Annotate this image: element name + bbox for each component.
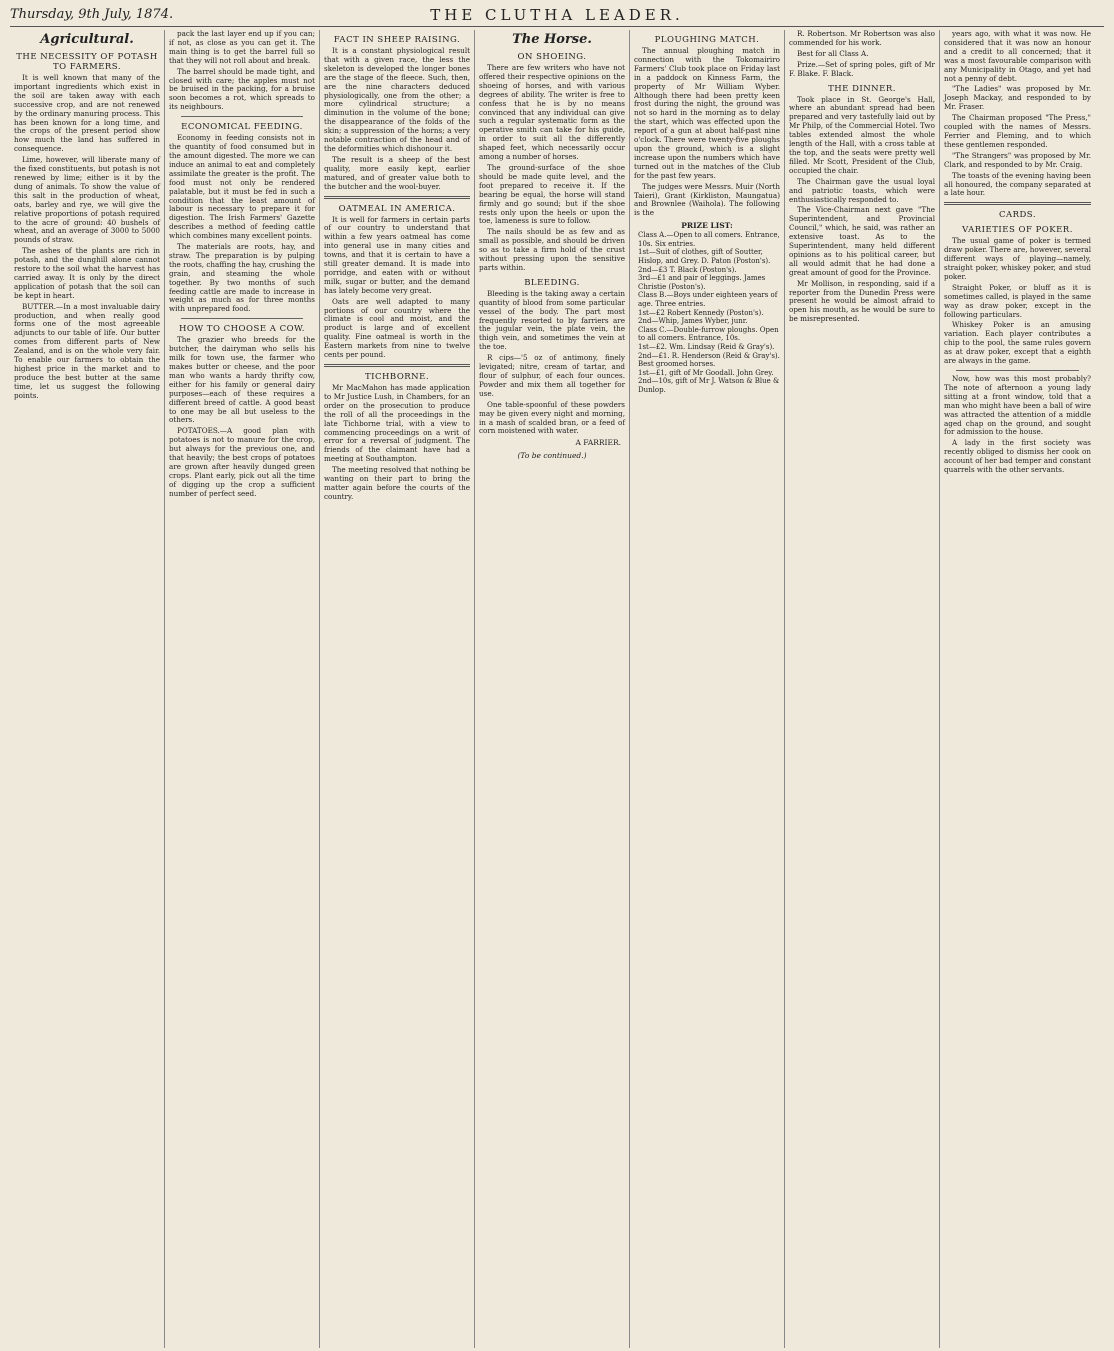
divider [324, 196, 470, 199]
list-item: 1st—£1, gift of Mr Goodall. John Grey. [638, 368, 774, 377]
article-paragraph: Economy in feeding consists not in the quantity of food consumed but in the amount digested. The more we can induce an animal to eat and completely assimilate the greater is the profit. The food must not only be rendered palatable, but it must be fed in such a condition that the least amount of labour is necessary to prepare it for digestion. The Irish Farmers' Gazette describes a method of feeding cattle which combines many excellent points. [169, 133, 315, 241]
article-paragraph: There are few writers who have not offered their respective opinions on the shoeing of horses, and with various degrees of ability. The writer is free to confess that he is by no means convinced that any individual can give such a regular systematic form as the operative smith can take for his guide, in order to suit all the differently shaped feet, which necessarily occur among a number of horses. [479, 63, 625, 162]
list-item: 2nd—10s, gift of Mr J. Watson & Blue & Dunlop. [638, 377, 780, 394]
column-ploughing [630, 30, 785, 1348]
article-title: TICHBORNE. [364, 372, 430, 382]
list-item: 2nd—Whip, James Wyber, junr. [638, 317, 748, 326]
article-paragraph: pack the last layer end up if you can; if not, as close as you can get it. The main thing is to get the barrel full so that they will not roll about and break. [169, 30, 315, 65]
list-item: Class C.—Double-furrow ploughs. Open to all comers. Entrance, 10s. [638, 325, 779, 343]
article-paragraph: The ground-surface of the shoe should be made quite level, and the foot prepared to receive it. If the bearing be equal, the horse will stand firmly and go sound; but if the shoe rests only upon the heels or upon the toe, lameness is sure to follow. [479, 162, 625, 226]
list-item: 2nd—£3 T. Black (Poston's). [638, 265, 737, 274]
article-title: ECONOMICAL FEEDING. [181, 122, 303, 133]
article-title: ON SHOEING. [517, 52, 587, 62]
article-title: HOW TO CHOOSE A COW. [178, 324, 305, 335]
paper-title: THE CLUTHA LEADER. [430, 6, 684, 24]
article-paragraph: The Vice-Chairman next gave "The Superintendent, and Provincial Council," which, he said, was rather an extensive toast. As to the Superintendent, many held different opinions as to his political career, but all would admit that he had done a great amount of good for the Province. [789, 205, 935, 277]
list-item: Best groomed horses. [638, 360, 716, 369]
masthead [10, 4, 1104, 27]
column-agricultural [10, 30, 165, 1348]
list-item: 1st—Suit of clothes, gift of Soutter, Hislop, and Grey. D. Paton (Poston's). [638, 248, 771, 265]
column-sheep [320, 30, 475, 1348]
list-item: Class B.—Boys under eighteen years of age. Three entries. [638, 291, 778, 308]
article-title: THE DINNER. [828, 83, 896, 94]
article-paragraph: Lime, however, will liberate many of the fixed constituents, but potash is not renewed by lime; either is it by the dung of animals. To show the value of this salt in the production of wheat, oats, barley and rye, we will give the relative proportions of potash required to the acre of ground: 40 bushels of wheat, and an average of 3000 to 5000 pounds of straw. [14, 155, 160, 245]
article-paragraph: The barrel should be made tight, and closed with care; the apples must not be bruised in the packing, for a bruise soon becomes a rot, which spreads to its neighbours. [169, 66, 315, 112]
article-paragraph: Best for all Class A. [797, 48, 869, 58]
column-horse [475, 30, 630, 1348]
article-paragraph: A lady in the first society was recently obliged to dismiss her cook on account of her bad temper and constant quarrels with the other servants. [944, 438, 1091, 475]
prize-list [634, 231, 780, 394]
article-paragraph: It is a constant physiological result that with a given race, the less the skeleton is developed the longer bones are the stage of the fleece. Such, then, are the nine characters deduced physiologically, one from the other; a more cylindrical structure; a diminution in the volume of the bone; the disappearance of the folds of the skin; a suppression of the horns; a very notable contraction of the head and of the deformities which dishonour it. [324, 46, 470, 153]
list-item: 1st—£2 Robert Kennedy (Poston's). [638, 308, 764, 317]
divider [956, 370, 1079, 371]
article-paragraph: Took place in St. George's Hall, where an abundant spread had been prepared and very tastefully laid out by Mr Philp, of the Commercial Hotel. Two tables extended almost the whole length of the Hall, with a cross table at the top, and the seats were pretty well filled. Mr Scott, President of the Club, occupied the chair. [789, 94, 935, 175]
article-paragraph: years ago, with what it was now. He considered that it was now an honour and a credit to all concerned; that it was a most favourable comparison with any Municipality in Otago, and yet had not a penny of debt. [944, 30, 1091, 83]
article-paragraph: "The Ladies" was proposed by Mr. Joseph Mackay, and responded to by Mr. Fraser. [944, 84, 1091, 112]
article-paragraph: Prize.—Set of spring poles, gift of Mr F. Blake. F. Black. [789, 59, 935, 78]
section-heading: The Horse. [512, 32, 592, 47]
article-paragraph: Mr Mollison, in responding, said if a reporter from the Dunedin Press were present he would be almost afraid to open his mouth, as he would be sure to be misrepresented. [789, 278, 935, 324]
column-dinner [785, 30, 940, 1348]
article-subtitle: VARIETIES OF POKER. [962, 225, 1073, 236]
article-paragraph: Mr MacMahon has made application to Mr Justice Lush, in Chambers, for an order on the prosecution to produce the roll of all the proceedings in the late Tichborne trial, with a view to commencing proceedings on a writ of error for a reversal of judgment. The friends of the claimant have had a meeting at Southampton. [324, 383, 470, 464]
article-title: FACT IN SHEEP RAISING. [333, 35, 461, 45]
article-paragraph: The judges were Messrs. Muir (North Taieri), Grant (Kirkliston, Maungatua) and Brownlee (Waihola). The following is the [634, 181, 780, 218]
article-paragraph: POTATOES.—A good plan with potatoes is not to manure for the crop, but always for the previous one, and that heavily; the best crops of potatoes are grown after heavily dunged green crops. Plant early, pick out all the time of digging up the crop a sufficient number of perfect seed. [169, 426, 315, 498]
article-paragraph: The result is a sheep of the best quality, more easily kept, earlier matured, and of greater value both to the butcher and the wool-buyer. [324, 154, 470, 191]
article-paragraph: It is well known that many of the important ingredients which exist in the soil are taken away with each successive crop, and are not renewed by the ordinary manuring process. This has been known for a long time, and the crops of the present period show how much the land has suffered in consequence. [14, 73, 160, 154]
article-paragraph: Bleeding is the taking away a certain quantity of blood from some particular vessel of the body. The part most frequently resorted to by farriers are the jugular vein, the plate vein, the thigh vein, and sometimes the vein at the toe. [479, 288, 625, 352]
article-paragraph: The Chairman proposed "The Press," coupled with the names of Messrs. Ferrier and Fleming, and to which these gentlemen responded. [944, 113, 1091, 149]
article-paragraph: The ashes of the plants are rich in potash, and the dunghill alone cannot restore to the soil what the harvest has carried away. It is only by the direct application of potash that the soil can be kept in heart. [14, 246, 160, 300]
article-title: THE NECESSITY OF POTASH TO FARMERS. [16, 52, 158, 72]
list-item: 3rd—£1 and pair of leggings. James Christie (Poston's). [638, 274, 766, 291]
article-paragraph: It is well for farmers in certain parts of our country to understand that within a few years oatmeal has come into general use in many cities and towns, and that it is certain to have a still greater demand. It is made into porridge, and eaten with or without milk, sugar or butter, and the demand has lately become very great. [324, 214, 470, 295]
article-paragraph: The grazier who breeds for the butcher, the dairyman who sells his milk for town use, the farmer who makes butter or cheese, and the poor man who wants a hardy thrifty cow, either for his family or general dairy purposes—each of these requires a different breed of cattle. A good beast to one may be all but useless to the others. [169, 335, 315, 425]
list-item: 2nd—£1. R. Henderson (Reid & Gray's). [638, 351, 780, 360]
article-title: OATMEAL IN AMERICA. [338, 203, 456, 214]
continued-note: (To be continued.) [517, 451, 587, 461]
article-paragraph: Now, how was this most probably? The note of afternoon a young lady sitting at a front window, told that a man who might have been a ball of wire was attracted the attention of a middle aged chap on the ground, and sought for admission to the house. [944, 374, 1091, 437]
divider [181, 116, 303, 117]
article-title: BLEEDING. [524, 277, 580, 288]
list-item: 1st—£2. Wm. Lindsay (Reid & Gray's). [638, 342, 775, 351]
article-paragraph: The meeting resolved that nothing be wanting on their part to bring the matter again before the courts of the country. [324, 465, 470, 501]
list-item: Class A.—Open to all comers. Entrance, 10s. Six entries. [638, 231, 780, 248]
column-feeding [165, 30, 320, 1348]
article-paragraph: R. Robertson. Mr Robertson was also commended for his work. [789, 30, 935, 47]
article-paragraph: One table-spoonful of these powders may be given every night and morning, in a mash of scalded bran, or a feed of corn moistened with water. [479, 399, 625, 436]
article-paragraph: The Chairman gave the usual loyal and patriotic toasts, which were enthusiastically responded to. [789, 176, 935, 204]
section-heading: Agricultural. [40, 32, 134, 47]
prize-list-title: PRIZE LIST: [681, 221, 733, 231]
article-title: CARDS. [998, 210, 1037, 221]
column-cards [940, 30, 1095, 1348]
columns [10, 30, 1104, 1348]
article-paragraph: The materials are roots, hay, and straw. The preparation is by pulping the roots, chaffing the hay, crushing the grain, and steaming the whole together. By two months of such feeding cattle are made to increase in weight as much as for three months with unprepared food. [169, 242, 315, 314]
issue-date: Thursday, 9th July, 1874. [10, 7, 174, 22]
article-paragraph: The annual ploughing match in connection with the Tokomairiro Farmers' Club took place on Friday last in a paddock on Kinness Farm, the property of Mr William Wyber. Although there had been pretty keen frost during the night, the ground was not so hard in the morning as to delay the start, which was effected upon the report of a gun at about half-past nine o'clock. There were twenty-five ploughs upon the ground, which is a slight increase upon the numbers which have turned out in the matches of the Club for the past few years. [634, 46, 780, 180]
divider [181, 318, 303, 319]
divider [944, 202, 1091, 205]
article-paragraph: Whiskey Poker is an amusing variation. Each player contributes a chip to the pool, the same rules govern as at draw poker, except that a eighth are always in the game. [944, 320, 1091, 366]
article-paragraph: Oats are well adapted to many portions of our country where the climate is cool and moist, and the product is large and of excellent quality. Fine oatmeal is worth in the Eastern markets from nine to twelve cents per pound. [324, 296, 470, 360]
article-paragraph: The toasts of the evening having been all honoured, the company separated at a late hour. [944, 170, 1091, 198]
article-title: PLOUGHING MATCH. [654, 35, 760, 45]
divider [324, 364, 470, 367]
article-paragraph: Straight Poker, or bluff as it is sometimes called, is played in the same way as draw poker, except in the following particulars. [944, 282, 1091, 319]
article-signature: A FARRIER. [575, 438, 621, 448]
article-paragraph: R cips—'5 oz of antimony, finely levigated; nitre, cream of tartar, and flour of sulphur, of each four ounces. Powder and mix them all together for use. [479, 353, 625, 398]
article-paragraph: "The Strangers" was proposed by Mr. Clark, and responded to by Mr. Craig. [944, 150, 1091, 169]
article-paragraph: BUTTER.—In a most invaluable dairy production, and when really good forms one of the most agreeable adjuncts to our table of life. Our butter comes from different parts of New Zealand, and is on the whole very fair. To enable our farmers to obtain the highest price in the market and to produce the best butter at the same time, let us suggest the following points. [14, 301, 160, 400]
article-paragraph: The usual game of poker is termed draw poker. There are, however, several different ways of playing—namely, straight poker, whiskey poker, and stud poker. [944, 236, 1091, 281]
article-paragraph: The nails should be as few and as small as possible, and should be driven so as to take a firm hold of the crust without pressing upon the sensitive parts within. [479, 227, 625, 272]
